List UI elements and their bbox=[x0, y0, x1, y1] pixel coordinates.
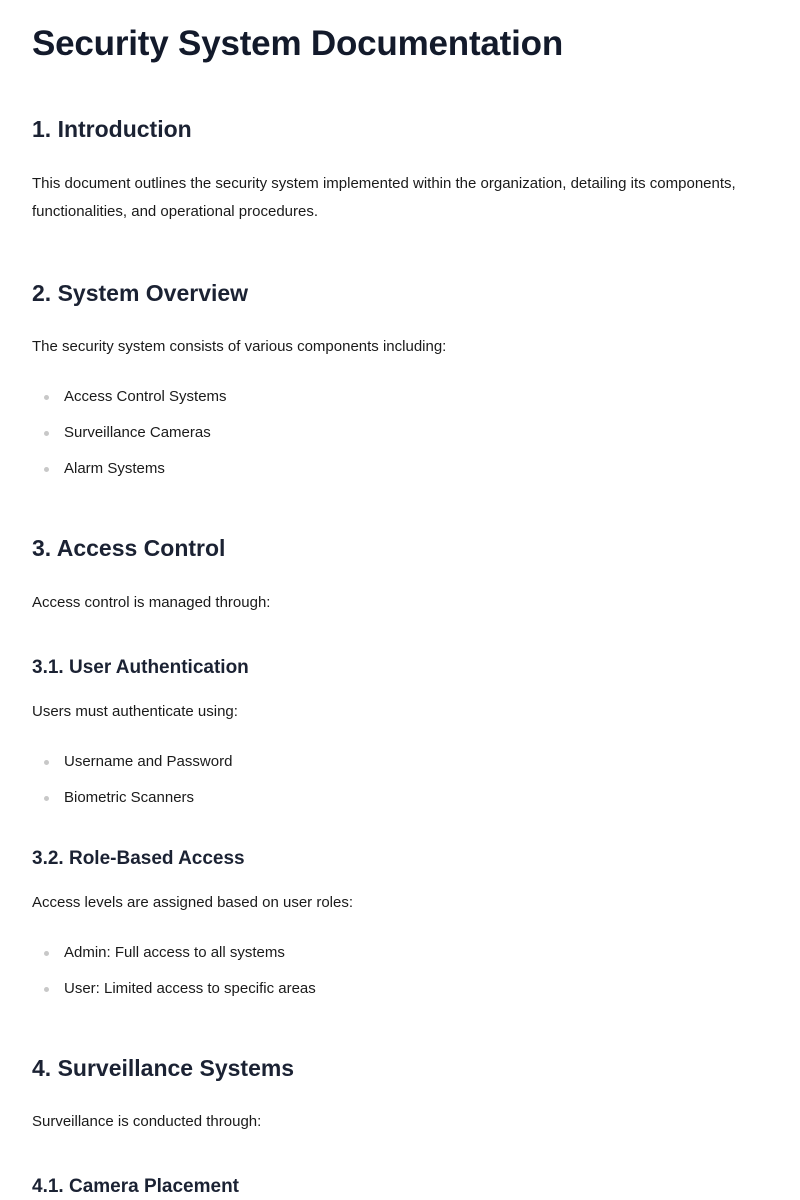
introduction-paragraph: This document outlines the security system implemented within the organization, detailing its components, functionalities, and operational procedures. bbox=[32, 174, 736, 220]
role-based-access-paragraph: Access levels are assigned based on user roles: bbox=[32, 893, 354, 911]
list-item: Username and Password bbox=[32, 752, 768, 772]
list-item: Alarm Systems bbox=[32, 459, 768, 479]
section-heading-introduction: 1. Introduction bbox=[32, 116, 192, 143]
list-item: Admin: Full access to all systems bbox=[32, 943, 768, 963]
subsection-heading-camera-placement: 4.1. Camera Placement bbox=[32, 1176, 240, 1198]
list-item: User: Limited access to specific areas bbox=[32, 979, 768, 999]
system-overview-paragraph: The security system consists of various components including: bbox=[32, 338, 447, 356]
system-components-list bbox=[32, 387, 768, 479]
list-item: Surveillance Cameras bbox=[32, 423, 768, 443]
section-system-overview bbox=[32, 280, 768, 480]
section-introduction bbox=[32, 116, 768, 226]
document-title: Security System Documentation bbox=[32, 24, 564, 63]
list-item: Access Control Systems bbox=[32, 387, 768, 407]
surveillance-paragraph: Surveillance is conducted through: bbox=[32, 1113, 262, 1131]
section-heading-system-overview: 2. System Overview bbox=[32, 279, 249, 306]
section-surveillance bbox=[32, 1055, 768, 1199]
access-control-paragraph: Access control is managed through: bbox=[32, 594, 271, 612]
list-item: Biometric Scanners bbox=[32, 788, 768, 808]
subsection-heading-role-based-access: 3.2. Role-Based Access bbox=[32, 847, 245, 869]
section-access-control bbox=[32, 535, 768, 998]
section-heading-surveillance: 4. Surveillance Systems bbox=[32, 1054, 295, 1081]
authentication-methods-list bbox=[32, 752, 768, 808]
subsection-heading-user-authentication: 3.1. User Authentication bbox=[32, 657, 249, 679]
user-authentication-paragraph: Users must authenticate using: bbox=[32, 702, 238, 720]
role-levels-list bbox=[32, 943, 768, 999]
section-heading-access-control: 3. Access Control bbox=[32, 535, 226, 562]
